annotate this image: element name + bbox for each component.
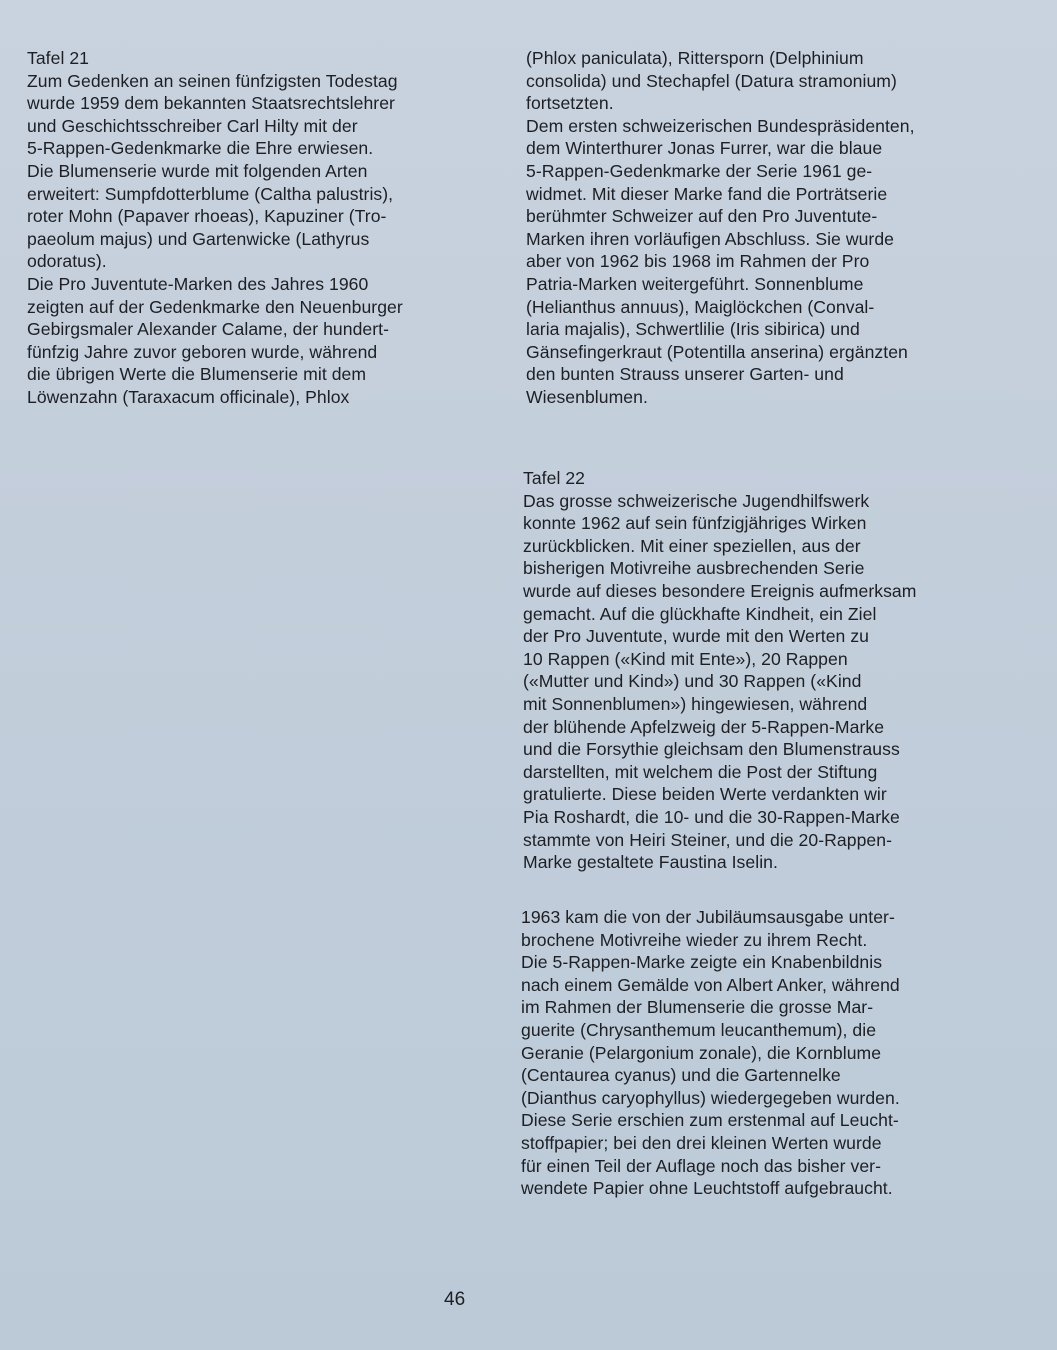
page-number: 46: [444, 1289, 466, 1310]
text-line: die übrigen Werte die Blumenserie mit dem: [27, 364, 367, 385]
text-line: den bunten Strauss unserer Garten- und: [526, 364, 844, 385]
text-line: Das grosse schweizerische Jugendhilfswerk: [523, 490, 870, 511]
paragraph-1963-text: [521, 906, 991, 1200]
text-line: 10 Rappen («Kind mit Ente»), 20 Rappen: [523, 648, 848, 669]
text-line: (Phlox paniculata), Rittersporn (Delphinium: [526, 48, 864, 68]
text-line: fünfzig Jahre zuvor geboren wurde, während: [27, 341, 378, 362]
text-line: stoffpapier; bei den drei kleinen Werten wurde: [521, 1132, 882, 1153]
text-line: und die Forsythie gleichsam den Blumenstrauss: [523, 739, 900, 760]
right-column-top: [526, 47, 986, 409]
text-line: der blühende Apfelzweig der 5-Rappen-Marke: [523, 716, 885, 737]
text-line: paeolum majus) und Gartenwicke (Lathyrus: [27, 228, 370, 249]
text-line: guerite (Chrysanthemum leucanthemum), die: [521, 1019, 877, 1040]
text-line: zurückblicken. Mit einer speziellen, aus der: [523, 535, 861, 556]
text-line: nach einem Gemälde von Albert Anker, während: [521, 974, 900, 995]
text-line: Marke gestaltete Faustina Iselin.: [523, 852, 778, 873]
text-line: Pia Roshardt, die 10- und die 30-Rappen-Marke: [523, 806, 900, 827]
text-line: Marken ihren vorläufigen Abschluss. Sie wurde: [526, 228, 894, 249]
text-line: fortsetzten.: [526, 93, 614, 114]
text-line: laria majalis), Schwertlilie (Iris sibirica) und: [526, 319, 860, 340]
text-line: consolida) und Stechapfel (Datura stramonium): [526, 70, 897, 91]
text-line: Die Pro Juventute-Marken des Jahres 1960: [27, 273, 369, 294]
text-line: erweitert: Sumpfdotterblume (Caltha palustris),: [27, 183, 394, 204]
text-line: mit Sonnenblumen») hingewiesen, während: [523, 693, 868, 714]
text-line: 5-Rappen-Gedenkmarke der Serie 1961 ge-: [526, 160, 873, 181]
text-line: gratulierte. Diese beiden Werte verdankten wir: [523, 784, 887, 805]
left-column: [27, 47, 477, 409]
text-line: brochene Motivreihe wieder zu ihrem Recht.: [521, 929, 868, 950]
text-line: («Mutter und Kind») und 30 Rappen («Kind: [523, 671, 862, 692]
text-line: (Helianthus annuus), Maiglöckchen (Conval-: [526, 296, 875, 317]
text-line: darstellten, mit welchem die Post der Stiftung: [523, 761, 878, 782]
text-line: dem Winterthurer Jonas Furrer, war die blaue: [526, 138, 883, 159]
text-line: Löwenzahn (Taraxacum officinale), Phlox: [27, 386, 350, 407]
text-line: wendete Papier ohne Leuchtstoff aufgebraucht.: [521, 1178, 893, 1199]
right-column-tafel-22: [523, 467, 993, 874]
text-line: der Pro Juventute, wurde mit den Werten zu: [523, 626, 870, 647]
text-line: und Geschichtsschreiber Carl Hilty mit der: [27, 115, 358, 136]
text-line: für einen Teil der Auflage noch das bisher ver-: [521, 1155, 881, 1176]
text-line: Gebirgsmaler Alexander Calame, der hundert-: [27, 319, 390, 340]
tafel-22-heading: Tafel 22: [523, 468, 586, 488]
text-line: im Rahmen der Blumenserie die grosse Mar-: [521, 997, 874, 1018]
tafel-21-heading: Tafel 21: [27, 48, 90, 68]
text-line: roter Mohn (Papaver rhoeas), Kapuziner (Tro-: [27, 206, 387, 227]
text-line: Gänsefingerkraut (Potentilla anserina) ergänzten: [526, 341, 908, 362]
text-line: bisherigen Motivreihe ausbrechenden Serie: [523, 558, 865, 579]
tafel-22-text: [523, 490, 993, 874]
text-line: Die Blumenserie wurde mit folgenden Arten: [27, 160, 368, 181]
text-line: Diese Serie erschien zum erstenmal auf Leucht-: [521, 1110, 899, 1131]
text-line: Patria-Marken weitergeführt. Sonnenblume: [526, 273, 864, 294]
text-line: wurde auf dieses besondere Ereignis aufmerksam: [523, 580, 917, 601]
text-line: 1963 kam die von der Jubiläumsausgabe unter-: [521, 907, 895, 927]
text-line: widmet. Mit dieser Marke fand die Porträtserie: [526, 183, 888, 204]
text-line: Die 5-Rappen-Marke zeigte ein Knabenbildnis: [521, 952, 883, 973]
text-line: odoratus).: [27, 251, 107, 272]
text-line: Dem ersten schweizerischen Bundespräsidenten,: [526, 115, 915, 136]
tafel-21-continued-text: [526, 47, 986, 409]
text-line: stammte von Heiri Steiner, und die 20-Rappen-: [523, 829, 892, 850]
text-line: (Centaurea cyanus) und die Gartennelke: [521, 1065, 841, 1086]
tafel-21-text: [27, 70, 477, 409]
right-column-1963: [521, 906, 991, 1200]
text-line: aber von 1962 bis 1968 im Rahmen der Pro: [526, 251, 870, 272]
text-line: wurde 1959 dem bekannten Staatsrechtslehrer: [27, 93, 395, 114]
text-line: 5-Rappen-Gedenkmarke die Ehre erwiesen.: [27, 138, 374, 159]
text-line: Wiesenblumen.: [526, 386, 648, 407]
text-line: Zum Gedenken an seinen fünfzigsten Todestag: [27, 70, 398, 91]
text-line: berühmter Schweizer auf den Pro Juventute-: [526, 206, 878, 227]
text-line: gemacht. Auf die glückhafte Kindheit, ein Ziel: [523, 603, 877, 624]
text-line: zeigten auf der Gedenkmarke den Neuenburger: [27, 296, 403, 317]
text-line: (Dianthus caryophyllus) wiedergegeben wurden.: [521, 1087, 900, 1108]
text-line: konnte 1962 auf sein fünfzigjähriges Wirken: [523, 513, 867, 534]
text-line: Geranie (Pelargonium zonale), die Kornblume: [521, 1042, 882, 1063]
